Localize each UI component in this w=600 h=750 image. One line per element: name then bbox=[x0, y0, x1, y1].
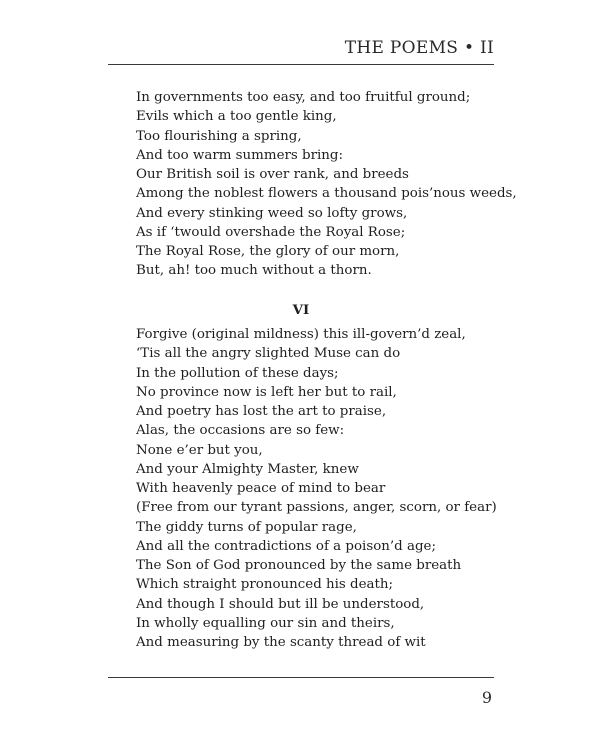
poem-line: In governments too easy, and too fruitful ground; bbox=[136, 90, 471, 105]
poem-line: And poetry has lost the art to praise, bbox=[136, 404, 387, 419]
header-rule bbox=[108, 64, 494, 65]
poem-line: ‘Tis all the angry slighted Muse can do bbox=[136, 346, 401, 362]
stanza-continued bbox=[136, 88, 517, 281]
stanza-vi bbox=[136, 325, 497, 652]
poem-line: As if ‘twould overshade the Royal Rose; bbox=[136, 224, 406, 240]
poem-line: And all the contradictions of a poison’d age; bbox=[136, 538, 436, 554]
poem-line: And too warm summers bring: bbox=[136, 147, 343, 163]
running-header: THE POEMS • II bbox=[344, 38, 494, 58]
poem-line: The giddy turns of popular rage, bbox=[136, 519, 357, 535]
poem-line: In the pollution of these days; bbox=[136, 365, 339, 381]
poem-line: Our British soil is over rank, and breeds bbox=[136, 167, 409, 182]
poem-line: And every stinking weed so lofty grows, bbox=[136, 205, 408, 221]
poem-line: And though I should but ill be understood, bbox=[136, 596, 425, 612]
poem-line: Alas, the occasions are so few: bbox=[136, 423, 345, 439]
poem-line: Which straight pronounced his death; bbox=[136, 577, 394, 593]
poem-line: But, ah! too much without a thorn. bbox=[136, 263, 372, 279]
poem-line: The Son of God pronounced by the same breath bbox=[136, 558, 462, 573]
poem-line: Too flourishing a spring, bbox=[136, 128, 302, 144]
poem-line: With heavenly peace of mind to bear bbox=[136, 481, 386, 496]
footer-rule bbox=[108, 677, 494, 678]
poem-line: And measuring by the scanty thread of wit bbox=[136, 635, 426, 650]
poem-line: In wholly equalling our sin and theirs, bbox=[136, 615, 395, 631]
section-heading: VI bbox=[292, 302, 310, 318]
poem-line: No province now is left her but to rail, bbox=[136, 384, 397, 400]
page-number: 9 bbox=[481, 688, 492, 707]
poem-line: And your Almighty Master, knew bbox=[136, 461, 359, 477]
poem-line: Evils which a too gentle king, bbox=[136, 109, 337, 125]
poem-line: The Royal Rose, the glory of our morn, bbox=[136, 244, 400, 259]
poem-line: Among the noblest flowers a thousand pois’nous weeds, bbox=[136, 186, 517, 202]
poem-line: (Free from our tyrant passions, anger, scorn, or fear) bbox=[136, 500, 497, 516]
poem-line: Forgive (original mildness) this ill-govern’d zeal, bbox=[136, 327, 466, 342]
poem-line: None e’er but you, bbox=[136, 442, 263, 458]
